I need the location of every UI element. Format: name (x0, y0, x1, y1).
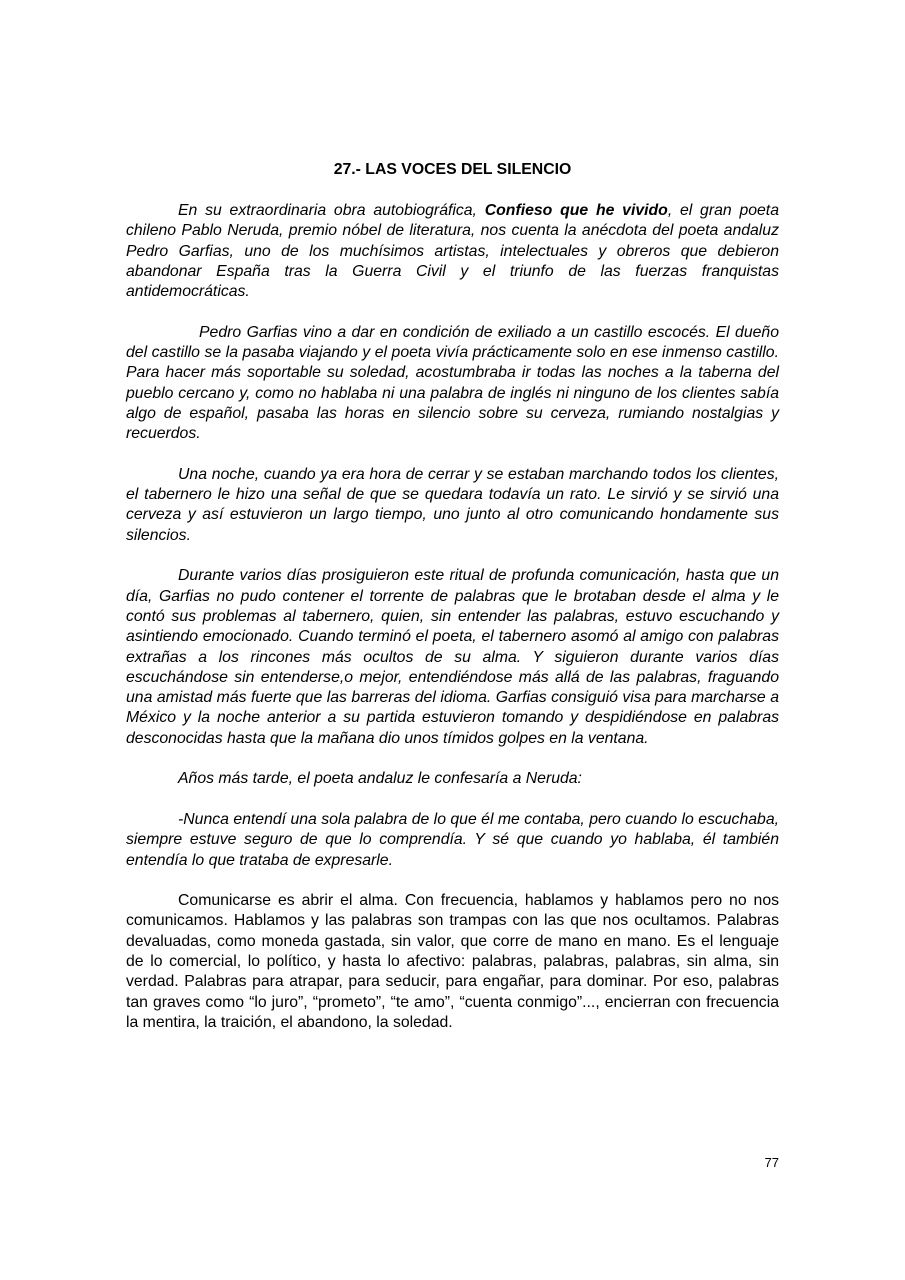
page-title: 27.- LAS VOCES DEL SILENCIO (333, 161, 572, 178)
paragraph-night: Una noche, cuando ya era hora de cerrar y se estaban marchando todos los clientes, el tabernero le hizo una señal de que se quedara todavía un rato. Le sirvió y se sirvió una cerveza y así estuvieron un largo tiempo, uno junto al otro comunicando hondamente sus silencios. (126, 465, 779, 544)
body-text (126, 201, 779, 1033)
paragraph-quote: -Nunca entendí una sola palabra de lo que él me contaba, pero cuando lo escuchaba, siempre estuve seguro de que lo comprendía. Y sé que cuando yo hablaba, él también entendía lo que trataba de expresarle. (126, 810, 779, 869)
paragraph-intro-rest: , el gran poeta chileno Pablo Neruda, premio nóbel de literatura, nos cuenta la anécdota del poeta andaluz Pedro Garfias, uno de los muchísimos artistas, intelectuales y obreros que debieron abandonar España tras la Guerra Civil y el triunfo de las fuerzas franquistas antidemocráticas. (126, 202, 779, 301)
paragraph-exile: Pedro Garfias vino a dar en condición de exiliado a un castillo escocés. El dueño del castillo se la pasaba viajando y el poeta vivía prácticamente solo en ese inmenso castillo. Para hacer más soportable su soledad, acostumbraba ir todas las noches a la taberna del pueblo cercano y, como no hablaba ni una palabra de inglés ni ninguno de los clientes sabía algo de español, pasaba las horas en silencio sobre su cerveza, rumiando nostalgias y recuerdos. (126, 323, 779, 443)
page-number: 77 (764, 1155, 779, 1170)
paragraph-ritual: Durante varios días prosiguieron este ritual de profunda comunicación, hasta que un día, Garfias no pudo contener el torrente de palabras que le brotaban desde el alma y le contó sus problemas al tabernero, quien, sin entender las palabras, estuvo escuchando y asintiendo emocionado. Cuando terminó el poeta, el tabernero asomó al amigo con palabras extrañas a los rincones más ocultos de su alma. Y siguieron durante varios días escuchándose sin entenderse,o mejor, entendiéndose más allá de las palabras, fraguando una amistad más fuerte que las barreras del idioma. Garfias consiguió visa para marcharse a México y la noche anterior a su partida estuvieron tomando y despidiéndose en palabras desconocidas hasta que la mañana dio unos tímidos golpes en la ventana. (126, 567, 779, 747)
book-title: Confieso que he vivido (484, 202, 668, 219)
paragraph-years-later: Años más tarde, el poeta andaluz le confesaría a Neruda: (178, 770, 582, 788)
paragraph-reflection: Comunicarse es abrir el alma. Con frecuencia, hablamos y hablamos pero no nos comunicamos. Hablamos y las palabras son trampas con las que nos ocultamos. Palabras devaluadas, como moneda gastada, sin valor, que corre de mano en mano. Es el lenguaje de lo comercial, lo político, y hasta lo afectivo: palabras, palabras, palabras, sin alma, sin verdad. Palabras para atrapar, para seducir, para engañar, para dominar. Por eso, palabras tan graves como “lo juro”, “prometo”, “te amo”, “cuenta conmigo”..., encierran con frecuencia la mentira, la traición, el abandono, la soledad. (126, 892, 779, 1031)
paragraph-intro-lead: En su extraordinaria obra autobiográfica, (178, 202, 485, 219)
paragraph-intro (126, 201, 779, 302)
